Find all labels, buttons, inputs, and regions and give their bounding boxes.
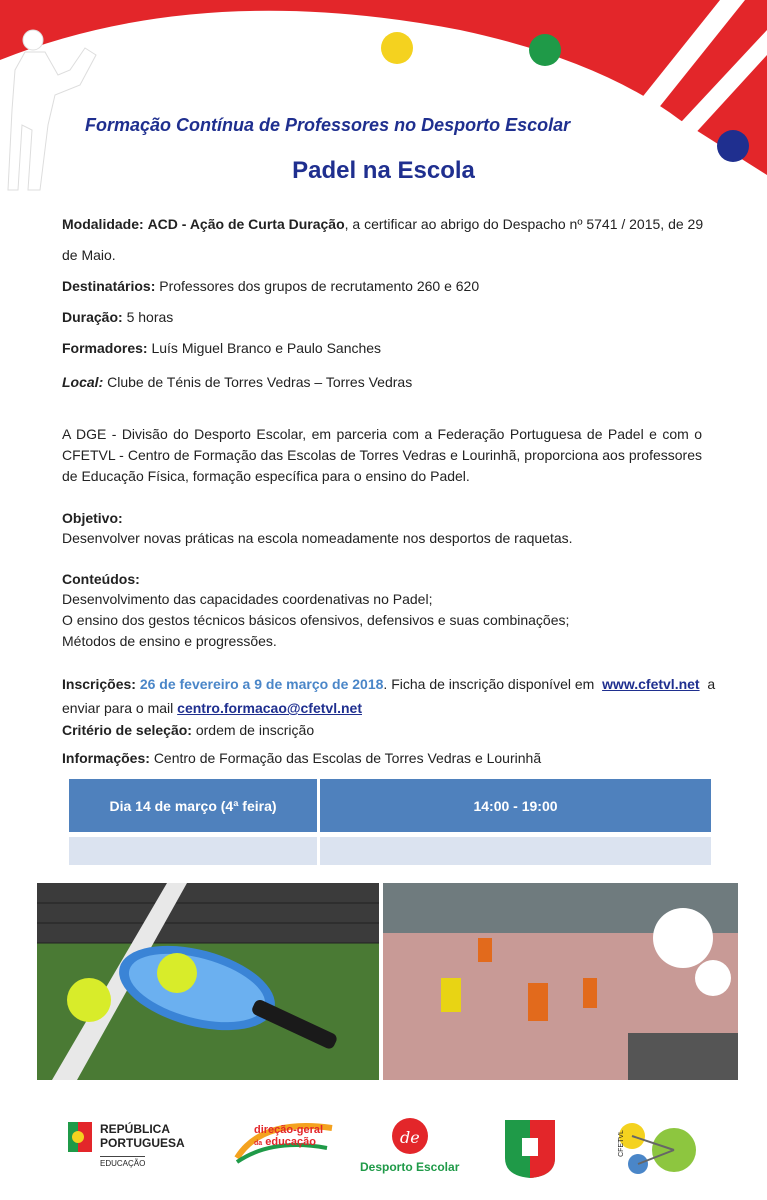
conteudos-item: O ensino dos gestos técnicos básicos ofensivos, defensivos e suas combinações; bbox=[62, 612, 570, 628]
schedule-time: 14:00 - 19:00 bbox=[320, 779, 711, 832]
schedule-empty-cell bbox=[69, 837, 317, 865]
intro-paragraph: A DGE - Divisão do Desporto Escolar, em parceria com a Federação Portuguesa de Padel e com o CFETVL - Centro de Formação das Escolas de Torres Vedras e Lourinhã, proporciona aos professores de Educação Física, formação específica para o ensino do Padel. bbox=[62, 426, 702, 484]
duracao-value: 5 horas bbox=[126, 309, 174, 325]
desporto-escolar-logo: de Desporto Escolar bbox=[360, 1116, 460, 1176]
local-line bbox=[62, 374, 412, 390]
padel-court-photo bbox=[383, 883, 738, 1080]
modalidade-line bbox=[62, 216, 703, 232]
email-link[interactable]: centro.formacao@cfetvl.net bbox=[177, 700, 362, 716]
informacoes-label: Informações: bbox=[62, 750, 150, 766]
conteudos-item: Métodos de ensino e progressões. bbox=[62, 633, 277, 649]
informacoes-value: Centro de Formação das Escolas de Torres Vedras e Lourinhã bbox=[153, 750, 542, 766]
duracao-line bbox=[62, 309, 173, 325]
criterio-line bbox=[62, 722, 314, 738]
informacoes-line bbox=[62, 750, 541, 766]
federation-shield-logo bbox=[500, 1118, 560, 1180]
conteudos-item: Desenvolvimento das capacidades coordenativas no Padel; bbox=[62, 591, 433, 607]
dge-logo: direção-geral da educação bbox=[232, 1118, 337, 1166]
objetivo-text: Desenvolver novas práticas na escola nomeadamente nos desportos de raquetas. bbox=[62, 530, 573, 546]
inscricoes-label: Inscrições: bbox=[62, 676, 136, 692]
svg-text:de: de bbox=[400, 1128, 420, 1147]
formadores-line bbox=[62, 340, 381, 356]
schedule-table bbox=[69, 779, 711, 865]
schedule-day: Dia 14 de março (4ª feira) bbox=[69, 779, 317, 832]
local-value: Clube de Ténis de Torres Vedras – Torres Vedras bbox=[107, 374, 413, 390]
modalidade-label: Modalidade: bbox=[62, 216, 144, 232]
formadores-label: Formadores: bbox=[62, 340, 148, 356]
schedule-empty-cell bbox=[320, 837, 711, 865]
duracao-label: Duração: bbox=[62, 309, 123, 325]
modalidade-value: ACD - Ação de Curta Duração bbox=[147, 216, 345, 232]
formadores-value: Luís Miguel Branco e Paulo Sanches bbox=[151, 340, 382, 356]
destinatarios-label: Destinatários: bbox=[62, 278, 156, 294]
criterio-label: Critério de seleção: bbox=[62, 722, 192, 738]
republica-portuguesa-logo: REPÚBLICA PORTUGUESA EDUCAÇÃO bbox=[68, 1120, 188, 1170]
page-title: Padel na Escola bbox=[292, 157, 475, 184]
inscricoes-dates: 26 de fevereiro a 9 de março de 2018 bbox=[139, 676, 384, 692]
objetivo-label: Objetivo: bbox=[62, 510, 123, 526]
yellow-dot bbox=[381, 32, 413, 64]
criterio-value: ordem de inscrição bbox=[195, 722, 315, 738]
conteudos-label: Conteúdos: bbox=[62, 571, 140, 587]
destinatarios-line bbox=[62, 278, 479, 294]
page-subtitle: Formação Contínua de Professores no Desporto Escolar bbox=[85, 115, 571, 135]
flag-icon bbox=[68, 1122, 92, 1152]
cfetvl-logo: CFETVL bbox=[612, 1118, 702, 1180]
local-label: Local: bbox=[62, 374, 104, 390]
inscricoes-text: . Ficha de inscrição disponível em bbox=[383, 676, 595, 692]
padel-racket-photo bbox=[37, 883, 379, 1080]
destinatarios-value: Professores dos grupos de recrutamento 260 e 620 bbox=[159, 278, 480, 294]
website-link[interactable]: www.cfetvl.net bbox=[602, 676, 700, 692]
inscricoes-line: Inscrições: 26 de fevereiro a 9 de março de 2018. Ficha de inscrição disponível em www.cfetvl.net a bbox=[62, 676, 716, 692]
inscricoes-line-2: enviar para o mail centro.formacao@cfetvl.net bbox=[62, 700, 362, 716]
green-dot bbox=[529, 34, 561, 66]
modalidade-line-2: de Maio. bbox=[62, 247, 116, 263]
modalidade-rest: , a certificar ao abrigo do Despacho nº 5741 / 2015, de 29 bbox=[344, 216, 704, 232]
